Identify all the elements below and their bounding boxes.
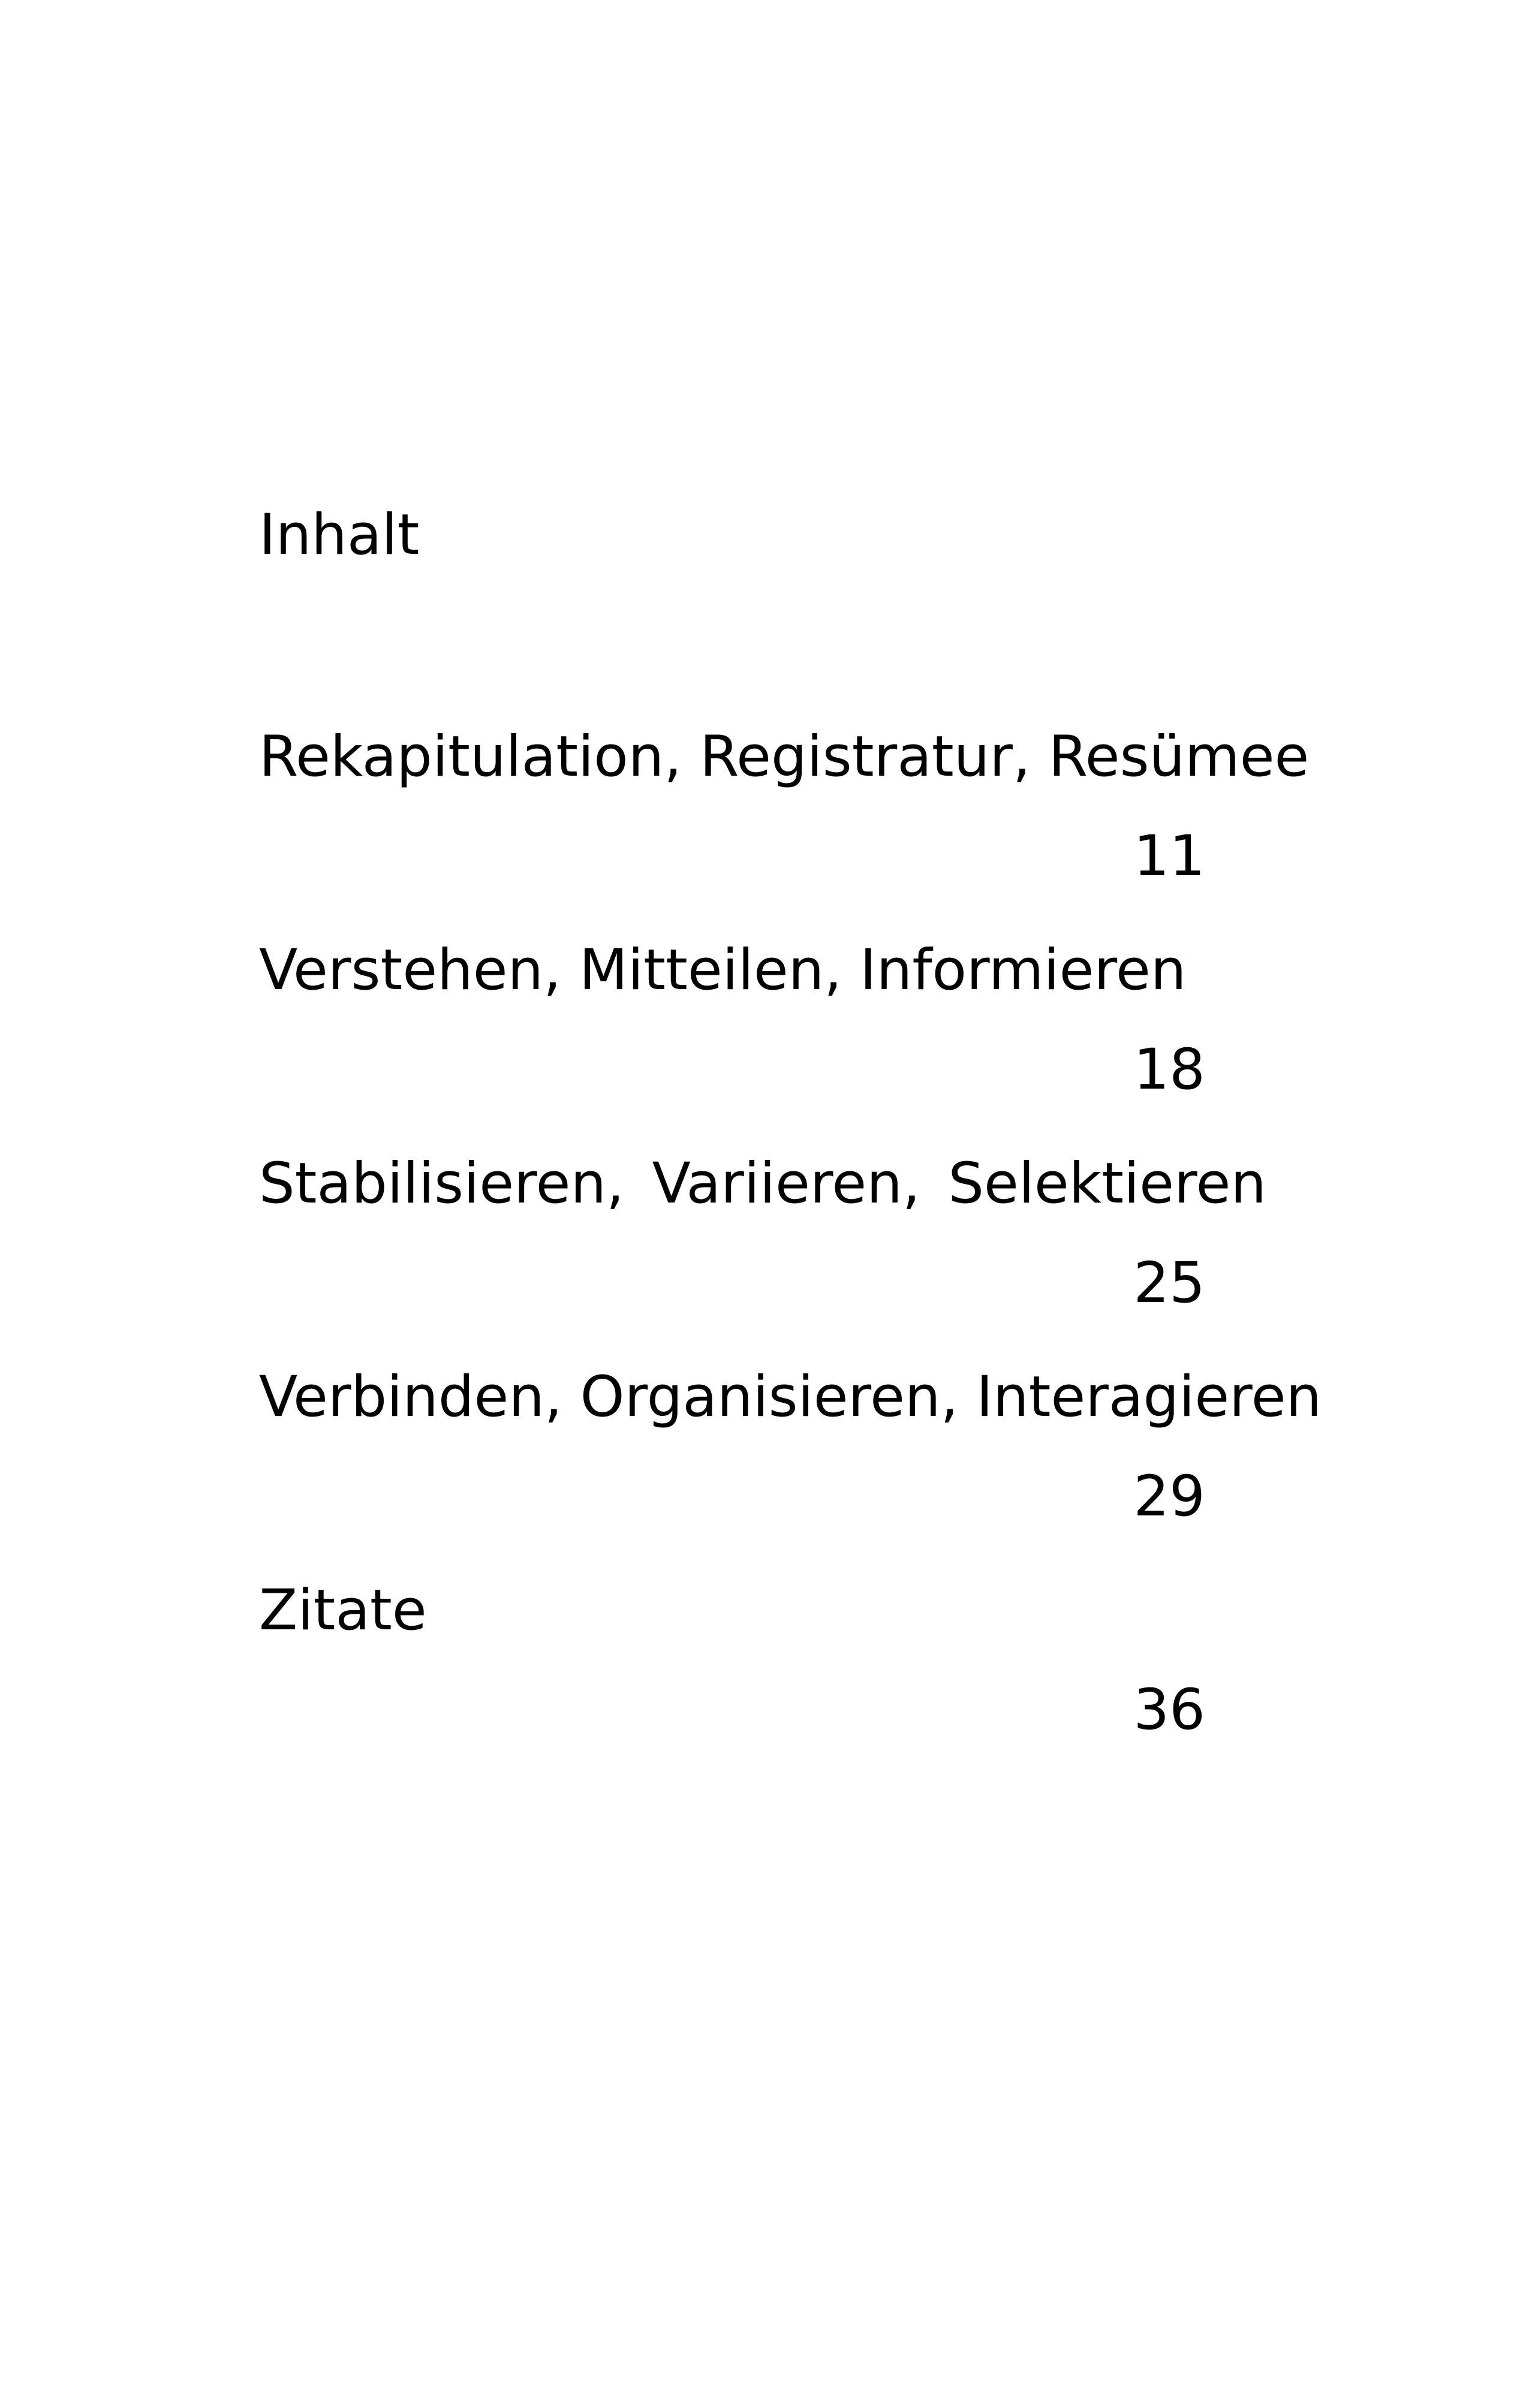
toc-entry-page-number: 36 [1133, 1677, 1205, 1743]
toc-entry-page-number: 25 [1133, 1250, 1205, 1316]
toc-entry-title: Verstehen, Mitteilen, Informieren [259, 938, 1187, 1003]
toc-entry-title: Zitate [259, 1578, 427, 1643]
toc-entry-title: Rekapitulation, Registratur, Resümee [259, 724, 1310, 789]
table-of-contents [259, 724, 1322, 1791]
toc-entry [259, 1151, 1266, 1364]
toc-entry [259, 724, 1310, 938]
toc-heading: Inhalt [259, 502, 420, 568]
toc-entry-page-number: 18 [1133, 1037, 1205, 1102]
toc-entry [259, 1578, 1266, 1791]
toc-entry [259, 938, 1266, 1151]
toc-entry-title: Verbinden, Organisieren, Interagieren [259, 1364, 1322, 1430]
toc-entry-page-number: 11 [1133, 824, 1205, 889]
toc-entry-page-number: 29 [1133, 1464, 1205, 1529]
toc-entry [259, 1364, 1322, 1578]
toc-entry-title: Stabilisieren, Variieren, Selektieren [259, 1151, 1266, 1216]
